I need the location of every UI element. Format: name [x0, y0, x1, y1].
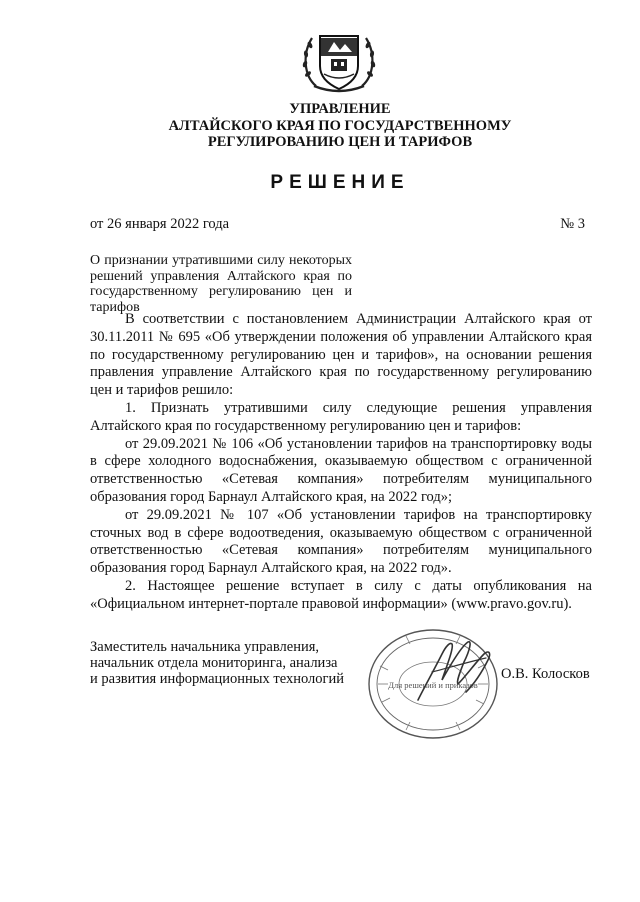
- signer-position: [90, 639, 344, 687]
- body-paragraph: 2. Настоящее решение вступает в силу с даты опубликования на «Официальном интернет-портале правовой информации» (www.pravo.gov.ru).: [90, 577, 592, 612]
- document-number: № 3: [560, 216, 585, 232]
- body-paragraph: от 29.09.2021 № 107 «Об установлении тарифов на транспортировку сточных вод в сфере водоотведения, оказываемую обществом с ограниченной ответственностью «Сетевая компания» потребителям муниципального образования город Барнаул Алтайского края, на 2022 год».: [90, 506, 592, 577]
- document-subject: О признании утратившими силу некоторых решений управления Алтайского края по государственному регулированию цен и тарифов: [90, 253, 352, 315]
- org-line-2: АЛТАЙСКОГО КРАЯ ПО ГОСУДАРСТВЕННОМУ: [168, 117, 512, 134]
- org-line-1: УПРАВЛЕНИЕ: [289, 101, 391, 117]
- body-paragraph: 1. Признать утратившими силу следующие решения управления Алтайского края по государственному регулированию цен и тарифов:: [90, 399, 592, 434]
- org-line-3: РЕГУЛИРОВАНИЮ ЦЕН И ТАРИФОВ: [207, 134, 473, 150]
- document-body: [90, 311, 592, 614]
- body-paragraph: В соответствии с постановлением Администрации Алтайского края от 30.11.2011 № 695 «Об утверждении положения об управлении Алтайского края по государственному регулированию цен и тарифов», на основании решения правления управление Алтайского края по государственному регулированию цен и тарифов решило:: [90, 311, 592, 399]
- signer-position-line: и развития информационных технологий: [90, 671, 345, 687]
- signer-position-line: Заместитель начальника управления,: [90, 639, 320, 655]
- coat-of-arms-icon: [300, 26, 378, 94]
- body-paragraph: от 29.09.2021 № 106 «Об установлении тарифов на транспортировку воды в сфере холодного водоснабжения, оказываемую обществом с ограниченной ответственностью «Сетевая компания» потребителям муниципального образования город Барнаул Алтайского края, на 2022 год»;: [90, 435, 592, 505]
- seal-caption: Для решений и приказов: [388, 680, 478, 690]
- handwritten-signature: [412, 632, 502, 722]
- signer-position-line: начальник отдела мониторинга, анализа: [90, 655, 338, 671]
- document-date: от 26 января 2022 года: [90, 216, 230, 232]
- signer-name: О.В. Колосков: [501, 666, 590, 682]
- organization-name: [90, 101, 590, 151]
- document-type-title: РЕШЕНИЕ: [270, 172, 410, 193]
